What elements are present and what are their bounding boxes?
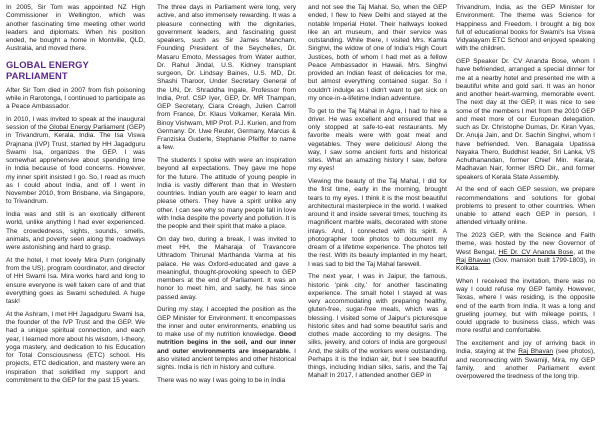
text-span: , at the (573, 248, 595, 256)
text-span: At the Ashram, I met HH Jagadguru Swami Isa, the founder of the IVP Trust and the GEP. We had a unique spiritual connection, and each year, I learned more about his wisdom, I-theory, yoga mastery, and dedication to his Education for Total Consciousness (ETC) school. His projects, ETC dedication, and mastery were an inspiration that solidified my support and commitment to the GEP for the past 15 years. (6, 310, 145, 384)
text-span: During my stay, I accepted the position as the GEP Minister for Environment. It encompasses the inner and outer environments, enabling us to make use of my nutrition knowledge. (157, 306, 296, 338)
text-span: When I received the invitation, there was no way I could refuse my GEP family. However, Texas, where I was residing, is the opposite end of the earth from India. It was a long and grueling journey, but with mileage points, I could upgrade to business class, which was more restful and comfortable. (456, 277, 595, 335)
paragraph (308, 108, 447, 174)
paragraph (6, 257, 145, 307)
paragraph (456, 278, 595, 336)
paragraph (6, 211, 145, 252)
paragraph (456, 186, 595, 227)
text-span: The next year, I was in Jaipur, the famous, historic 'pink city,' for another fascinating experience. The small hotel I stayed at was very accommodating with preparing healthy, gluten-free, sugar-free meals, which was a blessing. I visited some of Jaipur's picturesque historic sites and had some beautiful saris and clothes made according to my designs. The silks, jewelry, and colors of India are gorgeous! And, the skills of the workers were outstanding. Perhaps it is the Indian air, but I see beautiful things, including Indian silks, saris, and the Taj Mahal! In 2017, I attended another GEP in (308, 273, 447, 380)
text-span: I also visited ancient temples and other historical sights. India is rich in history and culture. (157, 347, 296, 371)
text-span: At the end of each GEP session, we prepare recommendations and solutions for global problems to present to other countries. When unable to attend each GEP in person, I attended virtually online. (456, 186, 595, 227)
inline-link[interactable]: Raj Bhavan (456, 256, 491, 264)
text-column-1 (6, 4, 145, 420)
text-span: (Gov. mansion built 1799-1803), in Kolkata. (456, 256, 595, 272)
paragraph (6, 4, 145, 54)
paragraph (157, 157, 296, 231)
text-span: GLOBAL ENERGY PARLIAMENT (6, 58, 89, 81)
paragraph (6, 311, 145, 385)
paragraph (456, 58, 595, 182)
paragraph (157, 377, 296, 385)
inline-link[interactable]: HE Dr. CV Ananda Bose (498, 248, 574, 256)
bold-text: Good nutrition begins in the soil, and our inner and outer environments are inseparable. (157, 331, 296, 355)
paragraph (157, 4, 296, 153)
text-span: At the hotel, I met lovely Mira Purn (originally from the US), program coordinator, and director of HH Swami Isa. Mira works hard and long to ensure everyone is well taken care of and that everything goes as Swami scheduled. A huge task! (6, 256, 145, 305)
text-span: The three days in Parliament were long, very active, and also immensely rewarding. It was a pleasure connecting with the dignitaries, government leaders, and fascinating guest speakers, such as Sir James Mancham, Founding President of the Seychelles, Dr. Masaru Emoto, Messages from Water author, Dr. Rahul Jindal, U.S. Kidney transplant surgeon, Dr. Lindsay Baines, U.S. MD, Dr. Shashi Tharoor, Under Secretary General of the UN, Dr. Shraddha Ingale, Professor from India, Prof. CSP Iyer, GEP, Dr. MR Thampan, GEP Secretary, Ciara Creagh, Julien Carroll from France, Dr. Klaus Volkamer, Kerala Min. Binoy Vishwam, MIP Prof. P.J. Kurien, and from Germany: Dr. Uwe Reuter, Germany, Marcus & Franziska Guderle, Stephanie Pfeiffer to name a few. (157, 4, 296, 152)
text-span: Viewing the beauty of the Taj Mahal, I did for the first time, early in the morning, brought tears to my eyes. I think it is the most beautiful architectural masterpiece in the world. I walked around it and inside several times, touching its magnificent marble walls, decorated with stone inlays. And, I connected with its spirit. A photographer took photos to document my dream of a lifetime experience. The photos tell the rest. With its beauty implanted in my heart, I was sad to bid the Taj Mahal farewell. (308, 178, 447, 268)
paragraph (308, 178, 447, 269)
text-column-4 (456, 4, 595, 420)
inline-link[interactable]: Global Energy Parliament (49, 124, 125, 131)
text-span: There was no way I was going to be in India (157, 376, 286, 384)
text-span: To get to the Taj Mahal in Agra, I had to hire a driver. He was excellent and ensured that we only stopped at safe-to-eat restaurants. My favorite meals were with goat meat and vegetables. They were delicious! Along the way, I saw some ancient forts and historical sites. What an amazing history I saw, before my eyes! (308, 107, 447, 173)
paragraph (308, 273, 447, 380)
paragraph (308, 4, 447, 103)
paragraph (6, 116, 145, 207)
text-column-2 (157, 4, 296, 420)
text-span: (see photos), and reconnecting with Swamiji, Mira, my GEP family, and another Parliament event overpowered the tiredness of the long trip. (456, 348, 595, 380)
text-span: India was and still is an exotically different world, unlike anything I had ever experienced. The crowdedness, sights, sounds, smells, animals, and poverty seen along the roadways were astonishing and hard to grasp. (6, 211, 145, 251)
paragraph (6, 87, 145, 112)
text-span: After Sir Tom died in 2007 from fish poisoning while in Rarotonga, I continued to participate as a Peace Ambassador. (6, 86, 145, 110)
text-span: (GEP) in Trivandrum, Kerala, India. The Isa Viswa Prajnana (IVP) Trust, started by HH Jagadguru Swami Isa, organizes the GEP. I was somewhat apprehensive about spending time in India because of food concerns. However, my inner spirit insisted I go. So, I read as much as I could about India, and off I went in November 2010, from Brisbane, via Singapore, to Trivandrum. (6, 124, 145, 206)
text-span: and not see the Taj Mahal. So, when the GEP ended, I flew to New Delhi and stayed at the notable Imperial Hotel. Their hallways looked like an art museum, and their service was outstanding. While there, I visited Mrs. Kamla Singhvi, the widow of one of India's High Court Justices, both of whom I had met as a fellow Peace Ambassador in Hawaii. Mrs. Singhvi provided an Indian feast of delicacies for me, but almost everything contained sugar. So I couldn't indulge as I didn't want to get sick on my once-in-a-lifetime Indian adventure. (308, 4, 447, 102)
text-span: In 2005, Sir Tom was appointed NZ High Commissioner in Wellington, which was another fascinating time meeting other world leaders and diplomats. When his position ended, he bought a home in Montville, QLD, Australia, and moved there. (6, 4, 145, 53)
section-heading (6, 59, 145, 81)
text-span: On day two, during a break, I was invited to meet HH, the Maharaja of Travancore Uthradom Thirunal Marthanda Varma at his palace. He was Oxford-educated and gave a meaningful, thought-provoking speech to GEP members at the end of Parliament. It was an honor to meet him, and sadly, he has since passed away. (157, 235, 296, 301)
paragraph (157, 306, 296, 372)
text-span: In 2010, I was invited to speak at the inaugural session of the (6, 115, 145, 131)
text-span: Trivandrum, India, as the GEP Minister for Environment. The theme was Science for Happiness and Freedom. I brought a big box full of educational books for Swami's Isa Viswa Vidyalayam ETC School and enjoyed speaking with the children. (456, 4, 595, 53)
text-span: The students I spoke with were an inspiration beyond all expectations. They gave me hope for the future. The attitude of young people in India is vastly different than that in Western countries. Indian youth are eager to learn and please others. They have a spirit unlike any other. I can see why so many people fall in love with India despite the poverty and pollution. It is the people and their spirit that make a place. (157, 157, 296, 230)
text-column-3 (308, 4, 447, 420)
paragraph (456, 232, 595, 273)
text-span: The 2023 GEP, with the Science and Faith theme, was hosted by the new Governor of West Bengal, (456, 232, 595, 256)
text-span: The excitement and joy of arriving back in India, staying at the (456, 340, 595, 356)
paragraph (456, 4, 595, 54)
paragraph (157, 236, 296, 302)
inline-link[interactable]: Raj Bhavan (518, 348, 554, 356)
paragraph (456, 340, 595, 381)
text-span: GEP Speaker Dr. CV Ananda Bose, whom I have befriended, arranged a special dinner for me at a nearby hotel and presented me with a beautiful white and gold sari. It was an honor and another heart-warming, memorable event. The next day at the GEP, it was nice to see some of the members I met from the 2010 GEP and meet more of our European delegation, such as Dr. Christophe Dumas, Dr. Kiran Vyas, Dr. Anuja Jain, and Dr. Sachin Singhvi, whom I have befriended. Ven. Banagala Upatissa Nayaka Thero, Buddhist leader, Sri Lanka, VS Achuthanandan, former Chief Min. Kerala, Madhavan Nair, former ISRO Dir., and former speakers of Kerala State Assembly. (456, 58, 595, 181)
